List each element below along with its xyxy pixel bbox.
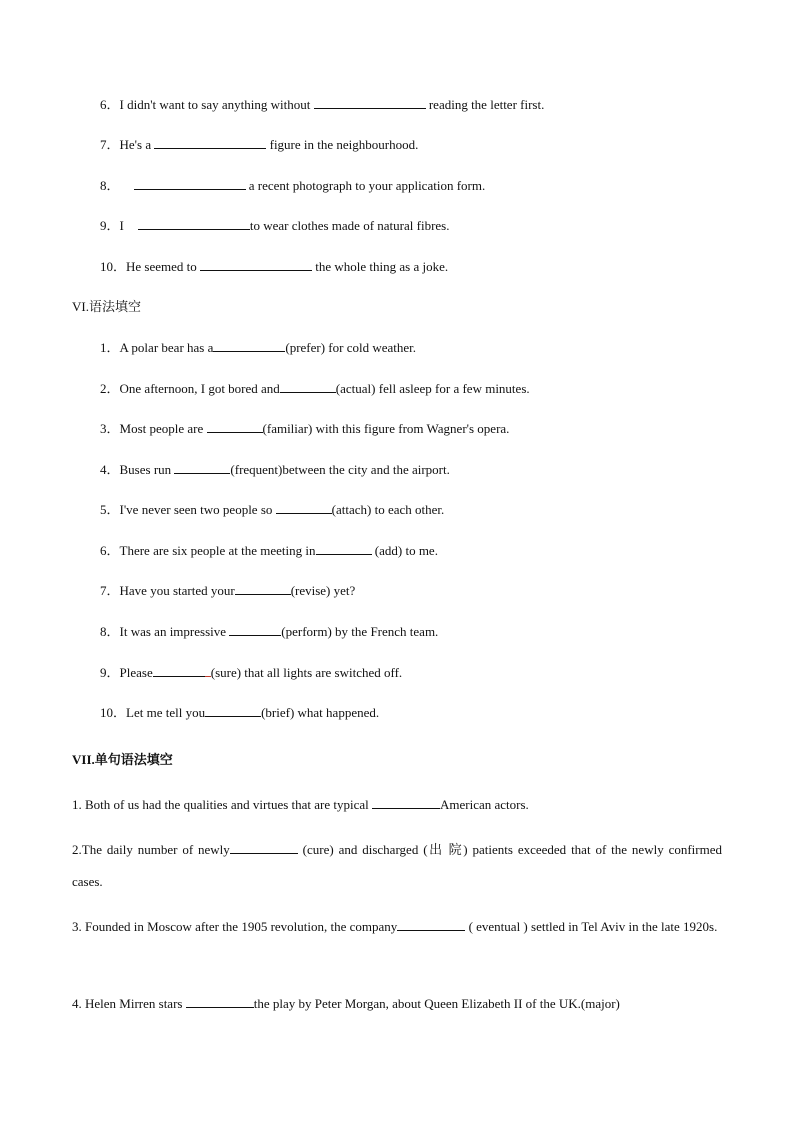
- s6-item-9: 9．Please (sure) that all lights are switched off.: [100, 665, 403, 680]
- section-6-heading: VI.语法填空: [72, 299, 141, 314]
- answer-blank[interactable]: [134, 177, 246, 190]
- answer-blank[interactable]: [280, 380, 336, 393]
- answer-blank[interactable]: [186, 995, 254, 1008]
- answer-blank[interactable]: [276, 501, 332, 514]
- s7-question-2: 2.The daily number of newly (cure) and discharged (出 院) patients exceeded that of the newly confirmed cases.: [72, 842, 722, 889]
- s5-item-10: 10．He seemed to the whole thing as a joke.: [100, 259, 449, 274]
- s6-item-6: 6．There are six people at the meeting in (add) to me.: [100, 543, 438, 558]
- s6-item-2: 2．One afternoon, I got bored and (actual) fell asleep for a few minutes.: [100, 381, 530, 396]
- answer-blank[interactable]: [138, 217, 250, 230]
- answer-blank[interactable]: [207, 420, 263, 433]
- answer-blank[interactable]: [153, 664, 205, 677]
- answer-blank[interactable]: [314, 96, 426, 109]
- s6-item-8: 8．It was an impressive (perform) by the French team.: [100, 624, 439, 639]
- section-7-heading: VII.单句语法填空: [72, 752, 173, 767]
- answer-blank[interactable]: [397, 918, 465, 931]
- s7-question-3: 3. Founded in Moscow after the 1905 revolution, the company ( eventual ) settled in Tel Aviv in the late 1920s.: [72, 919, 718, 934]
- s6-item-4: 4．Buses run (frequent)between the city and the airport.: [100, 462, 450, 477]
- s6-item-5: 5．I've never seen two people so (attach) to each other.: [100, 502, 445, 517]
- answer-blank[interactable]: [154, 136, 266, 149]
- answer-blank[interactable]: [174, 461, 230, 474]
- s5-item-6: 6．I didn't want to say anything without reading the letter first.: [100, 97, 545, 112]
- s6-item-10: 10．Let me tell you (brief) what happened.: [100, 705, 380, 720]
- s6-item-3: 3．Most people are (familiar) with this figure from Wagner's opera.: [100, 421, 510, 436]
- answer-blank[interactable]: [213, 339, 285, 352]
- s6-item-7: 7．Have you started your (revise) yet?: [100, 583, 356, 598]
- s5-item-8: 8． a recent photograph to your application form.: [100, 178, 486, 193]
- s7-question-1: 1. Both of us had the qualities and virtues that are typical American actors.: [72, 797, 529, 812]
- s6-item-1: 1．A polar bear has a (prefer) for cold weather.: [100, 340, 417, 355]
- answer-blank[interactable]: [230, 841, 298, 854]
- s7-question-4: 4. Helen Mirren stars the play by Peter Morgan, about Queen Elizabeth II of the UK.(major): [72, 996, 620, 1011]
- answer-blank[interactable]: [316, 542, 372, 555]
- answer-blank[interactable]: [205, 704, 261, 717]
- answer-blank[interactable]: [235, 582, 291, 595]
- answer-blank[interactable]: [372, 796, 440, 809]
- s5-item-9: 9．I to wear clothes made of natural fibres.: [100, 218, 450, 233]
- answer-blank[interactable]: [200, 258, 312, 271]
- answer-blank[interactable]: [229, 623, 281, 636]
- s5-item-7: 7．He's a figure in the neighbourhood.: [100, 137, 419, 152]
